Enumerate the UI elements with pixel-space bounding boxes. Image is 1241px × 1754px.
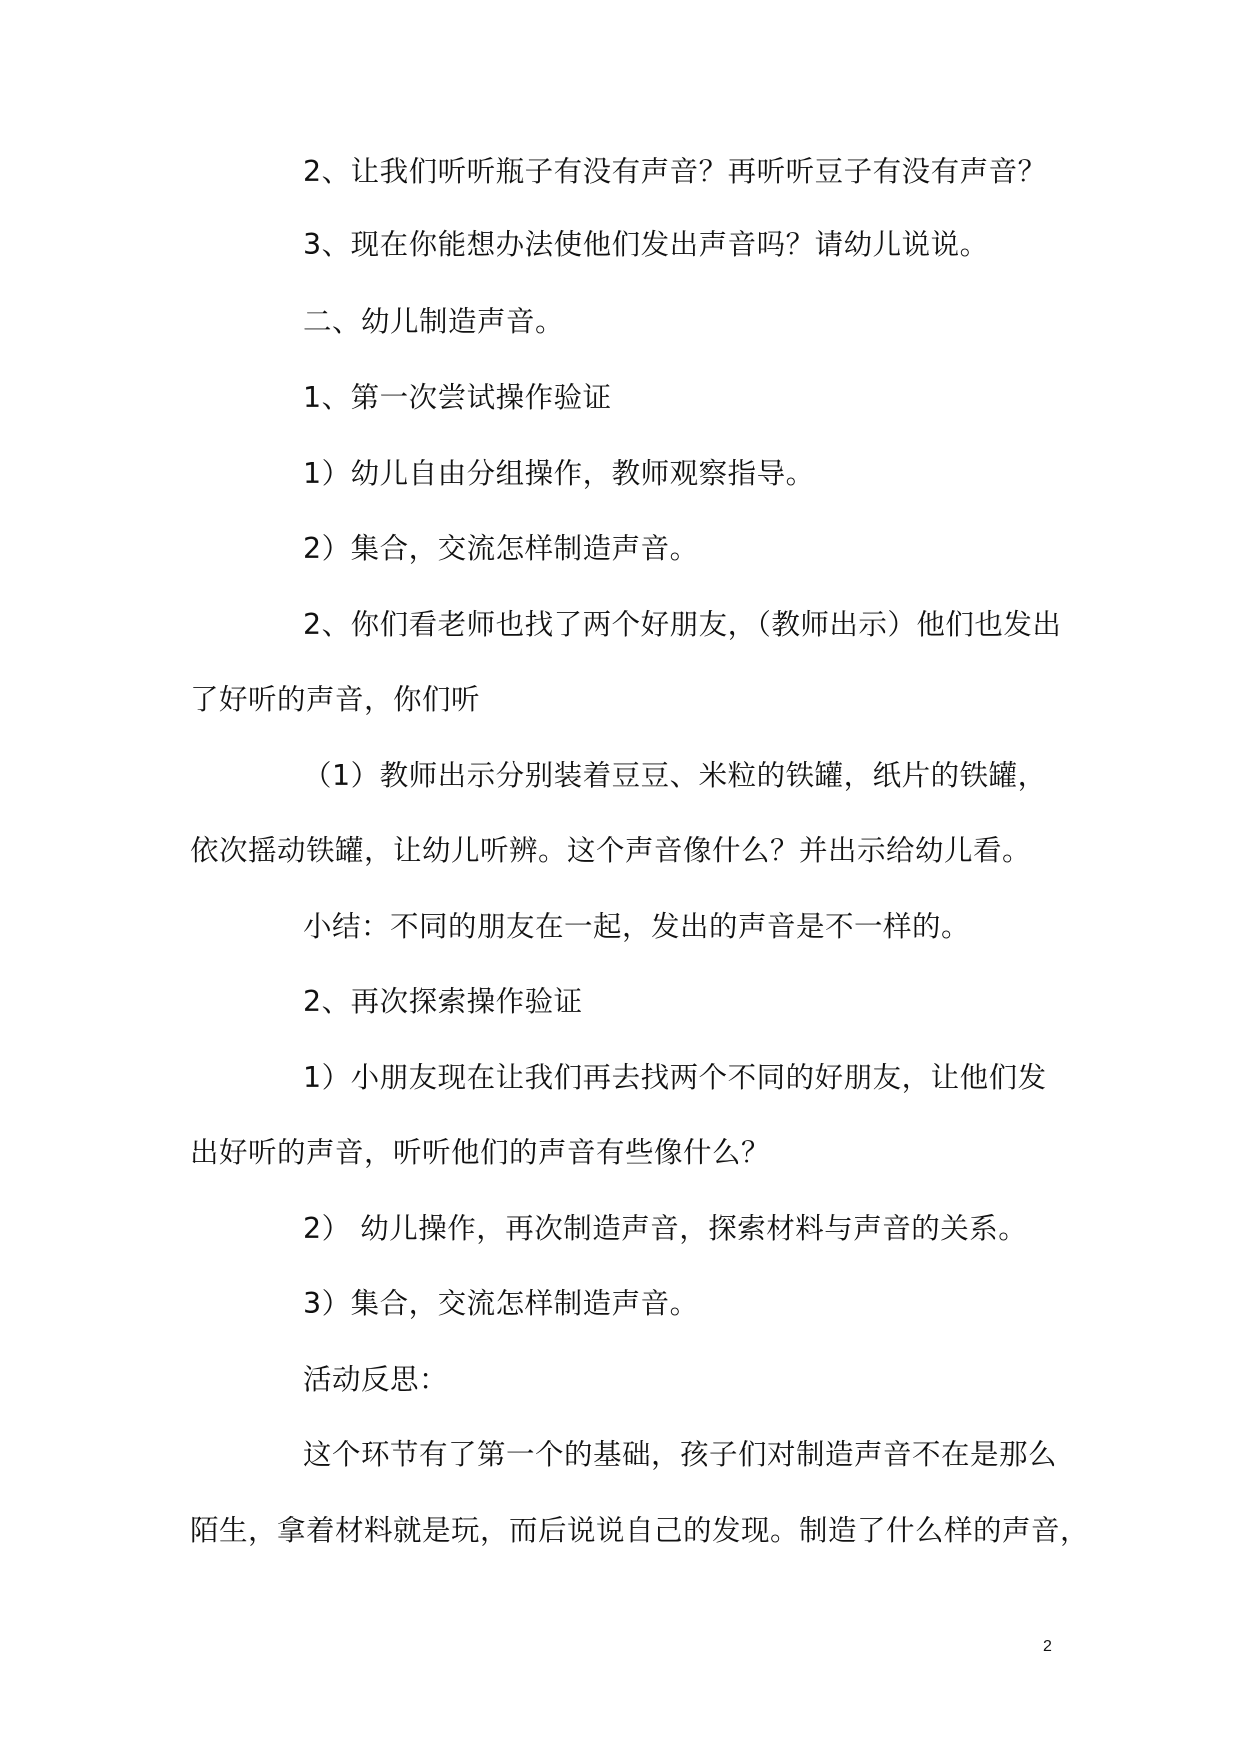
paragraph-line: 1）小朋友现在让我们再去找两个不同的好朋友，让他们发	[303, 1061, 1047, 1094]
paragraph-line: 2）集合，交流怎样制造声音。	[303, 532, 699, 565]
section-heading: 二、幼儿制造声音。	[303, 305, 565, 338]
paragraph-line: 陌生，拿着材料就是玩，而后说说自己的发现。制造了什么样的声音，	[190, 1514, 1090, 1547]
summary-line: 小结：不同的朋友在一起，发出的声音是不一样的。	[303, 910, 971, 943]
paragraph-line: 3、现在你能想办法使他们发出声音吗？请幼儿说说。	[303, 228, 989, 261]
page-number: 2	[1043, 1638, 1052, 1655]
paragraph-line: 1）幼儿自由分组操作，教师观察指导。	[303, 457, 815, 490]
paragraph-line: （1）教师出示分别装着豆豆、米粒的铁罐，纸片的铁罐，	[303, 759, 1047, 792]
paragraph-line: 了好听的声音，你们听	[190, 683, 481, 716]
paragraph-line: 这个环节有了第一个的基础，孩子们对制造声音不在是那么	[303, 1438, 1058, 1471]
paragraph-line: 出好听的声音，听听他们的声音有些像什么？	[190, 1136, 771, 1169]
subsection-heading: 1、第一次尝试操作验证	[303, 381, 612, 414]
paragraph-line: 3）集合，交流怎样制造声音。	[303, 1287, 699, 1320]
paragraph-line: 2、你们看老师也找了两个好朋友，（教师出示）他们也发出	[303, 608, 1062, 641]
section-heading: 活动反思：	[303, 1363, 449, 1396]
paragraph-line: 2、让我们听听瓶子有没有声音？再听听豆子有没有声音？	[303, 155, 1047, 188]
paragraph-line: 依次摇动铁罐，让幼儿听辨。这个声音像什么？并出示给幼儿看。	[190, 834, 1032, 867]
paragraph-line: 2） 幼儿操作，再次制造声音，探索材料与声音的关系。	[303, 1212, 1028, 1245]
subsection-heading: 2、再次探索操作验证	[303, 985, 583, 1018]
